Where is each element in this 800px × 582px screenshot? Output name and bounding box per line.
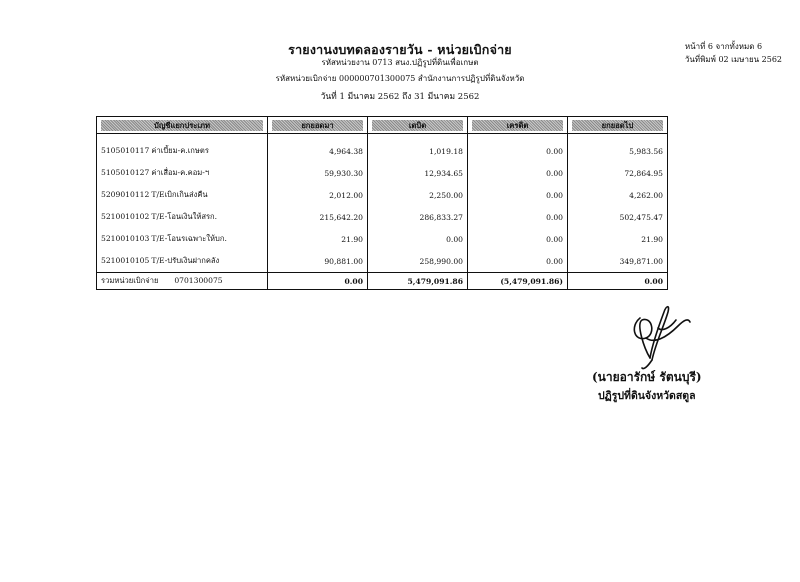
account-name: T/E-ปรับเงินฝากคลัง [151,256,220,265]
account-cell [97,228,268,250]
carried-forward-cell: 21.90 [568,228,668,250]
debit-cell: 2,250.00 [368,184,468,206]
report-title: รายงานงบทดลองรายวัน - หน่วยเบิกจ่าย [288,42,512,57]
total-label-cell [97,273,268,290]
page-info [685,40,782,66]
total-unit-code: 0701300075 [174,276,223,285]
account-code: 5209010112 [101,190,150,199]
account-code: 5210010102 [101,212,150,221]
disbursing-unit-line: รหัสหน่วยเบิกจ่าย 000000701300075 สำนักงานการปฏิรูปที่ดินจังหวัด [275,74,525,83]
brought-forward-cell: 90,881.00 [268,250,368,273]
account-name: T/E-โอนเงินให้สรก. [151,212,218,221]
credit-cell: 0.00 [468,134,568,163]
carried-forward-cell: 349,871.00 [568,250,668,273]
credit-cell: 0.00 [468,162,568,184]
credit-cell: 0.00 [468,206,568,228]
signer-title: ปฏิรูปที่ดินจังหวัดสตูล [598,390,696,402]
table-row [97,162,668,184]
header-brought-forward: ยกยอดมา [268,117,368,134]
header-credit: เครดิต [468,117,568,134]
account-cell [97,162,268,184]
total-debit: 5,479,091.86 [368,273,468,290]
account-cell [97,206,268,228]
brought-forward-cell: 21.90 [268,228,368,250]
table-row [97,206,668,228]
table-header-row [97,117,668,134]
account-cell [97,184,268,206]
account-name: ค่าเสื่อม-ค.คอม-ฯ [151,168,210,177]
agency-line: รหัสหน่วยงาน 0713 สนง.ปฏิรูปที่ดินเพื่อเกษต [321,58,479,67]
brought-forward-cell: 59,930.30 [268,162,368,184]
header-debit: เดบิต [368,117,468,134]
account-name: T/E-โอนรเฉพาะให้บก. [151,234,227,243]
credit-cell: 0.00 [468,250,568,273]
table-row [97,134,668,163]
debit-cell: 1,019.18 [368,134,468,163]
debit-cell: 258,990.00 [368,250,468,273]
account-cell [97,134,268,163]
print-date: วันที่พิมพ์ 02 เมษายน 2562 [684,55,782,64]
account-code: 5105010127 [101,168,150,177]
carried-forward-cell: 72,864.95 [568,162,668,184]
brought-forward-cell: 2,012.00 [268,184,368,206]
account-code: 5105010117 [101,146,150,155]
table-row [97,228,668,250]
handwritten-signature [600,298,720,376]
account-cell [97,250,268,273]
debit-cell: 286,833.27 [368,206,468,228]
header-account: บัญชีแยกประเภท [97,117,268,134]
debit-cell: 0.00 [368,228,468,250]
credit-cell: 0.00 [468,228,568,250]
total-credit: (5,479,091.86) [468,273,568,290]
carried-forward-cell: 4,262.00 [568,184,668,206]
total-row [97,273,668,290]
account-name: ค่าเบี้ยม-ค.เกษตร [151,146,209,155]
page-number: หน้าที่ 6 จากทั้งหมด 6 [684,42,763,51]
account-name: T/Eเบิกเกินส่งคืน [151,190,208,199]
debit-cell: 12,934.65 [368,162,468,184]
brought-forward-cell: 4,964.38 [268,134,368,163]
total-brought-forward: 0.00 [268,273,368,290]
date-range: วันที่ 1 มีนาคม 2562 ถึง 31 มีนาคม 2562 [320,92,480,102]
table-row [97,184,668,206]
table-row [97,250,668,273]
account-code: 5210010105 [101,256,150,265]
brought-forward-cell: 215,642.20 [268,206,368,228]
signer-name: (นายอารักษ์ รัตนบุรี) [592,370,702,384]
total-label: รวมหน่วยเบิกจ่าย [101,276,159,285]
carried-forward-cell: 5,983.56 [568,134,668,163]
trial-balance-table [96,116,668,290]
credit-cell: 0.00 [468,184,568,206]
account-code: 5210010103 [101,234,150,243]
header-carried-forward: ยกยอดไป [568,117,668,134]
total-carried-forward: 0.00 [568,273,668,290]
carried-forward-cell: 502,475.47 [568,206,668,228]
